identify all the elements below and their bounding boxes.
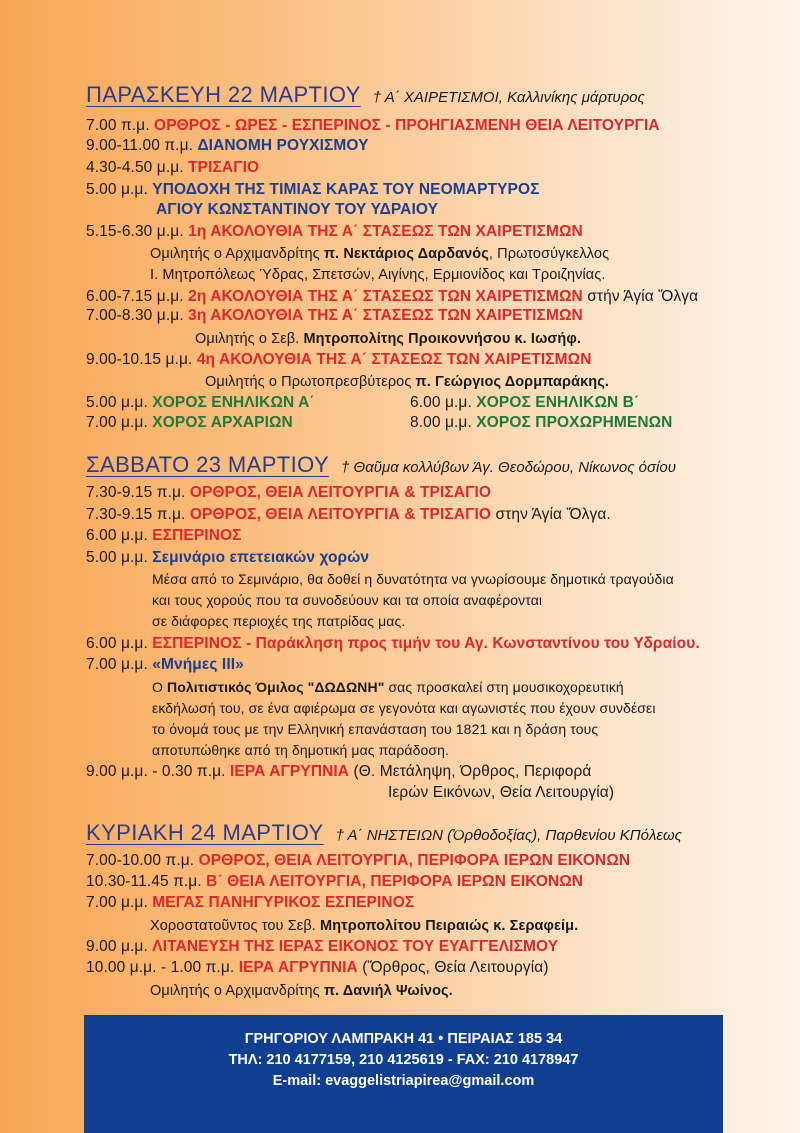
footer-phones: ΤΗΛ: 210 4177159, 210 4125619 - FAX: 210 4178947 <box>228 1052 579 1068</box>
saturday-line-6: 7.00 μ.μ. «Μνήμες ΙΙΙ» <box>86 656 244 673</box>
friday-speaker-1-cont: Ι. Μητροπόλεως Ύδρας, Σπετσών, Αιγίνης, Ερμιονίδος και Τροιζηνίας. <box>150 267 606 283</box>
contact-footer <box>84 1015 723 1133</box>
friday-line-2: 9.00-11.00 π.μ. ΔΙΑΝΟΜΗ ΡΟΥΧΙΣΜΟΥ <box>86 137 369 154</box>
saturday-desc-6: το όνομά τους με την Ελληνική επανάσταση του 1821 και η δράση τους <box>152 721 599 737</box>
saturday-line-1: 7.30-9.15 π.μ. ΟΡΘΡΟΣ, ΘΕΙΑ ΛΕΙΤΟΥΡΓΙΑ & ΤΡΙΣΑΓΙΟ <box>86 484 492 501</box>
friday-line-7: 7.00-8.30 μ.μ. 3η ΑΚΟΛΟΥΘΙΑ ΤΗΣ Α΄ ΣΤΑΣΕΩΣ ΤΩΝ ΧΑΙΡΕΤΙΣΜΩΝ <box>86 307 583 324</box>
sunday-line-2: 10.30-11.45 π.μ. Β΄ ΘΕΙΑ ΛΕΙΤΟΥΡΓΙΑ, ΠΕΡΙΦΟΡΑ ΙΕΡΩΝ ΕΙΚΟΝΩΝ <box>86 873 584 890</box>
saturday-line-2: 7.30-9.15 π.μ. ΟΡΘΡΟΣ, ΘΕΙΑ ΛΕΙΤΟΥΡΓΙΑ & ΤΡΙΣΑΓΙΟ στην Άγία Ὄλγα. <box>86 506 611 523</box>
saturday-desc-1: Μέσα από το Σεμινάριο, θα δοθεί η δυνατότητα να γνωρίσουμε δημοτικά τραγούδια <box>152 571 674 587</box>
footer-address: ΓΡΗΓΟΡΙΟΥ ΛΑΜΠΡΑΚΗ 41 • ΠΕΙΡΑΙΑΣ 185 34 <box>244 1031 563 1047</box>
friday-heading <box>86 82 645 108</box>
sunday-subtitle: † Α΄ ΝΗΣΤΕΙΩΝ (Ὀρθοδοξίας), Παρθενίου ΚΠόλεως <box>335 827 682 844</box>
saturday-desc-2: και τους χορούς που τα συνοδεύουν και τα οποία αναφέρονται <box>152 592 543 608</box>
friday-choir-4: 8.00 μ.μ. ΧΟΡΟΣ ΠΡΟΧΩΡΗΜΕΝΩΝ <box>410 414 673 431</box>
saturday-desc-5: εκδήλωσή του, σε ένα αφιέρωμα σε γεγονότα και αγωνιστές που έχουν συνδέσει <box>152 700 656 716</box>
sunday-speaker-2: Ομιλητής ο Αρχιμανδρίτης π. Δανιήλ Ψωίνος. <box>150 983 453 999</box>
friday-line-1: 7.00 π.μ. ΟΡΘΡΟΣ - ΩΡΕΣ - ΕΣΠΕΡΙΝΟΣ - ΠΡΟΗΓΙΑΣΜΕΝΗ ΘΕΙΑ ΛΕΙΤΟΥΡΓΙΑ <box>86 117 660 134</box>
friday-speaker-3: Ομιλητής ο Πρωτοπρεσβύτερος π. Γεώργιος Δορμπαράκης. <box>205 374 610 390</box>
friday-title: ΠΑΡΑΣΚΕΥΗ 22 ΜΑΡΤΙΟΥ <box>86 82 361 107</box>
saturday-desc-7: αποτυπώθηκε από τη δημοτική μας παράδοση. <box>152 742 450 758</box>
saturday-line-3: 6.00 μ.μ. ΕΣΠΕΡΙΝΟΣ <box>86 527 242 544</box>
saturday-line-5: 6.00 μ.μ. ΕΣΠΕΡΙΝΟΣ - Παράκληση προς τιμήν του Αγ. Κωνσταντίνου του Υδραίου. <box>86 635 700 652</box>
saturday-desc-3: σε διάφορες περιοχές της πατρίδας μας. <box>152 613 406 629</box>
friday-speaker-1: Ομιλητής ο Αρχιμανδρίτης π. Νεκτάριος Δαρδανός, Πρωτοσύγκελλος <box>150 246 610 262</box>
friday-line-6: 6.00-7.15 μ.μ. 2η ΑΚΟΛΟΥΘΙΑ ΤΗΣ Α΄ ΣΤΑΣΕΩΣ ΤΩΝ ΧΑΙΡΕΤΙΣΜΩΝ στήν Άγία Ὄλγα <box>86 288 699 305</box>
sunday-line-1: 7.00-10.00 π.μ. ΟΡΘΡΟΣ, ΘΕΙΑ ΛΕΙΤΟΥΡΓΙΑ, ΠΕΡΙΦΟΡΑ ΙΕΡΩΝ ΕΙΚΟΝΩΝ <box>86 852 631 869</box>
friday-line-4: 5.00 μ.μ. ΥΠΟΔΟΧΗ ΤΗΣ ΤΙΜΙΑΣ ΚΑΡΑΣ ΤΟΥ ΝΕΟΜΑΡΤΥΡΟΣ <box>86 181 540 198</box>
friday-line-8: 9.00-10.15 μ.μ. 4η ΑΚΟΛΟΥΘΙΑ ΤΗΣ Α΄ ΣΤΑΣΕΩΣ ΤΩΝ ΧΑΙΡΕΤΙΣΜΩΝ <box>86 351 592 368</box>
sunday-heading <box>86 820 682 846</box>
saturday-line-7-cont: Ιερών Εικόνων, Θεία Λειτουργία) <box>388 784 615 801</box>
saturday-title: ΣΑΒΒΑΤΟ 23 ΜΑΡΤΙΟΥ <box>86 452 330 477</box>
friday-choir-2: 6.00 μ.μ. ΧΟΡΟΣ ΕΝΗΛΙΚΩΝ Β΄ <box>410 394 640 411</box>
sunday-line-3: 7.00 μ.μ. ΜΕΓΑΣ ΠΑΝΗΓΥΡΙΚΟΣ ΕΣΠΕΡΙΝΟΣ <box>86 894 415 911</box>
saturday-line-7: 9.00 μ.μ. - 0.30 π.μ. ΙΕΡΑ ΑΓΡΥΠΝΙΑ (Θ. Μετάληψη, Όρθρος, Περιφορά <box>86 763 592 780</box>
friday-line-4-cont: ΑΓΙΟΥ ΚΩΝΣΤΑΝΤΙΝΟΥ ΤΟΥ ΥΔΡΑΙΟΥ <box>156 201 439 218</box>
friday-choir-1: 5.00 μ.μ. ΧΟΡΟΣ ΕΝΗΛΙΚΩΝ Α΄ <box>86 394 315 411</box>
friday-subtitle: † Α΄ ΧΑΙΡΕΤΙΣΜΟΙ, Καλλινίκης μάρτυρος <box>372 89 645 106</box>
sunday-speaker-1: Χοροστατοῦντος του Σεβ. Μητροπολίτου Πειραιώς κ. Σεραφείμ. <box>150 918 579 934</box>
friday-line-5: 5.15-6.30 μ.μ. 1η ΑΚΟΛΟΥΘΙΑ ΤΗΣ Α΄ ΣΤΑΣΕΩΣ ΤΩΝ ΧΑΙΡΕΤΙΣΜΩΝ <box>86 223 583 240</box>
sunday-line-5: 10.00 μ.μ. - 1.00 π.μ. ΙΕΡΑ ΑΓΡΥΠΝΙΑ (Ὄρθρος, Θεία Λειτουργία) <box>86 959 549 976</box>
friday-speaker-2: Ομιλητής ο Σεβ. Μητροπολίτης Προικοννήσου κ. Ιωσήφ. <box>195 331 581 347</box>
saturday-desc-4: Ο Πολιτιστικός Όμιλος "ΔΩΔΩΝΗ" σας προσκαλεί στη μουσικοχορευτική <box>152 679 624 695</box>
footer-email[interactable]: E-mail: evaggelistriapirea@gmail.com <box>272 1073 535 1089</box>
friday-line-3: 4.30-4.50 μ.μ. ΤΡΙΣΑΓΙΟ <box>86 159 260 176</box>
sunday-line-4: 9.00 μ.μ. ΛΙΤΑΝΕΥΣΗ ΤΗΣ ΙΕΡΑΣ ΕΙΚΟΝΟΣ ΤΟΥ ΕΥΑΓΓΕΛΙΣΜΟΥ <box>86 938 559 955</box>
friday-choir-3: 7.00 μ.μ. ΧΟΡΟΣ ΑΡΧΑΡΙΩΝ <box>86 414 293 431</box>
saturday-subtitle: † Θαῦμα κολλύβων Άγ. Θεοδώρου, Νίκωνος όσίου <box>341 459 676 476</box>
saturday-heading <box>86 452 676 478</box>
sunday-title: ΚΥΡΙΑΚΗ 24 ΜΑΡΤΙΟΥ <box>86 820 324 845</box>
saturday-line-4: 5.00 μ.μ. Σεμινάριο επετειακών χορών <box>86 549 370 566</box>
